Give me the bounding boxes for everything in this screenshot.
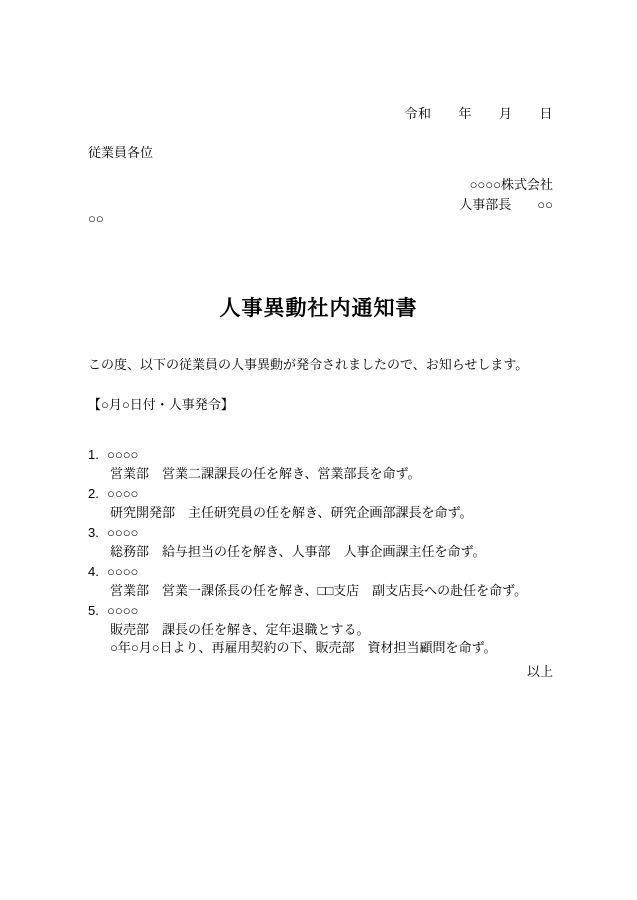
intro-paragraph: この度、以下の従業員の人事異動が発令されましたので、お知らせします。 bbox=[88, 357, 529, 372]
order-heading bbox=[88, 446, 558, 465]
order-employee-name: ○○○○ bbox=[107, 447, 139, 462]
order-employee-name: ○○○○ bbox=[107, 525, 139, 540]
order-detail: 総務部 給与担当の任を解き、人事部 人事企画課主任を命ず。 bbox=[110, 543, 486, 559]
order-employee-name: ○○○○ bbox=[107, 564, 139, 579]
order-number: 1. bbox=[88, 447, 99, 462]
order-detail: 研究開発部 主任研究員の任を解き、研究企画部課長を命ず。 bbox=[110, 504, 473, 520]
list-item bbox=[88, 446, 558, 483]
order-heading bbox=[88, 602, 558, 621]
sender-company: ○○○○株式会社 bbox=[469, 177, 553, 192]
list-item bbox=[88, 602, 558, 658]
order-employee-name: ○○○○ bbox=[107, 603, 139, 618]
order-detail: 営業部 営業二課課長の任を解き、営業部長を命ず。 bbox=[110, 465, 421, 481]
order-detail: 販売部 課長の任を解き、定年退職とする。 bbox=[110, 621, 370, 637]
closing-mark: 以上 bbox=[526, 664, 553, 679]
order-number: 5. bbox=[88, 603, 99, 618]
personnel-order-list bbox=[88, 446, 558, 660]
order-number: 3. bbox=[88, 525, 99, 540]
order-heading bbox=[88, 563, 558, 582]
addressee: 従業員各位 bbox=[88, 145, 154, 160]
reference-mark: ○○ bbox=[88, 211, 104, 226]
list-item bbox=[88, 563, 558, 600]
date-line: 令和 年 月 日 bbox=[404, 106, 553, 121]
order-detail: 営業部 営業一課係長の任を解き、□□支店 副支店長への赴任を命ず。 bbox=[110, 582, 528, 598]
list-item bbox=[88, 485, 558, 522]
page-title: 人事異動社内通知書 bbox=[219, 297, 418, 321]
order-number: 2. bbox=[88, 486, 99, 501]
section-heading: 【○月○日付・人事発令】 bbox=[88, 397, 234, 412]
list-item bbox=[88, 524, 558, 561]
order-heading bbox=[88, 524, 558, 543]
order-number: 4. bbox=[88, 564, 99, 579]
order-heading bbox=[88, 485, 558, 504]
order-detail: ○年○月○日より、再雇用契約の下、販売部 資材担当顧問を命ず。 bbox=[110, 640, 497, 655]
sender-block bbox=[0, 175, 553, 215]
order-employee-name: ○○○○ bbox=[107, 486, 139, 501]
sender-title-name: 人事部長 ○○ bbox=[459, 197, 553, 212]
